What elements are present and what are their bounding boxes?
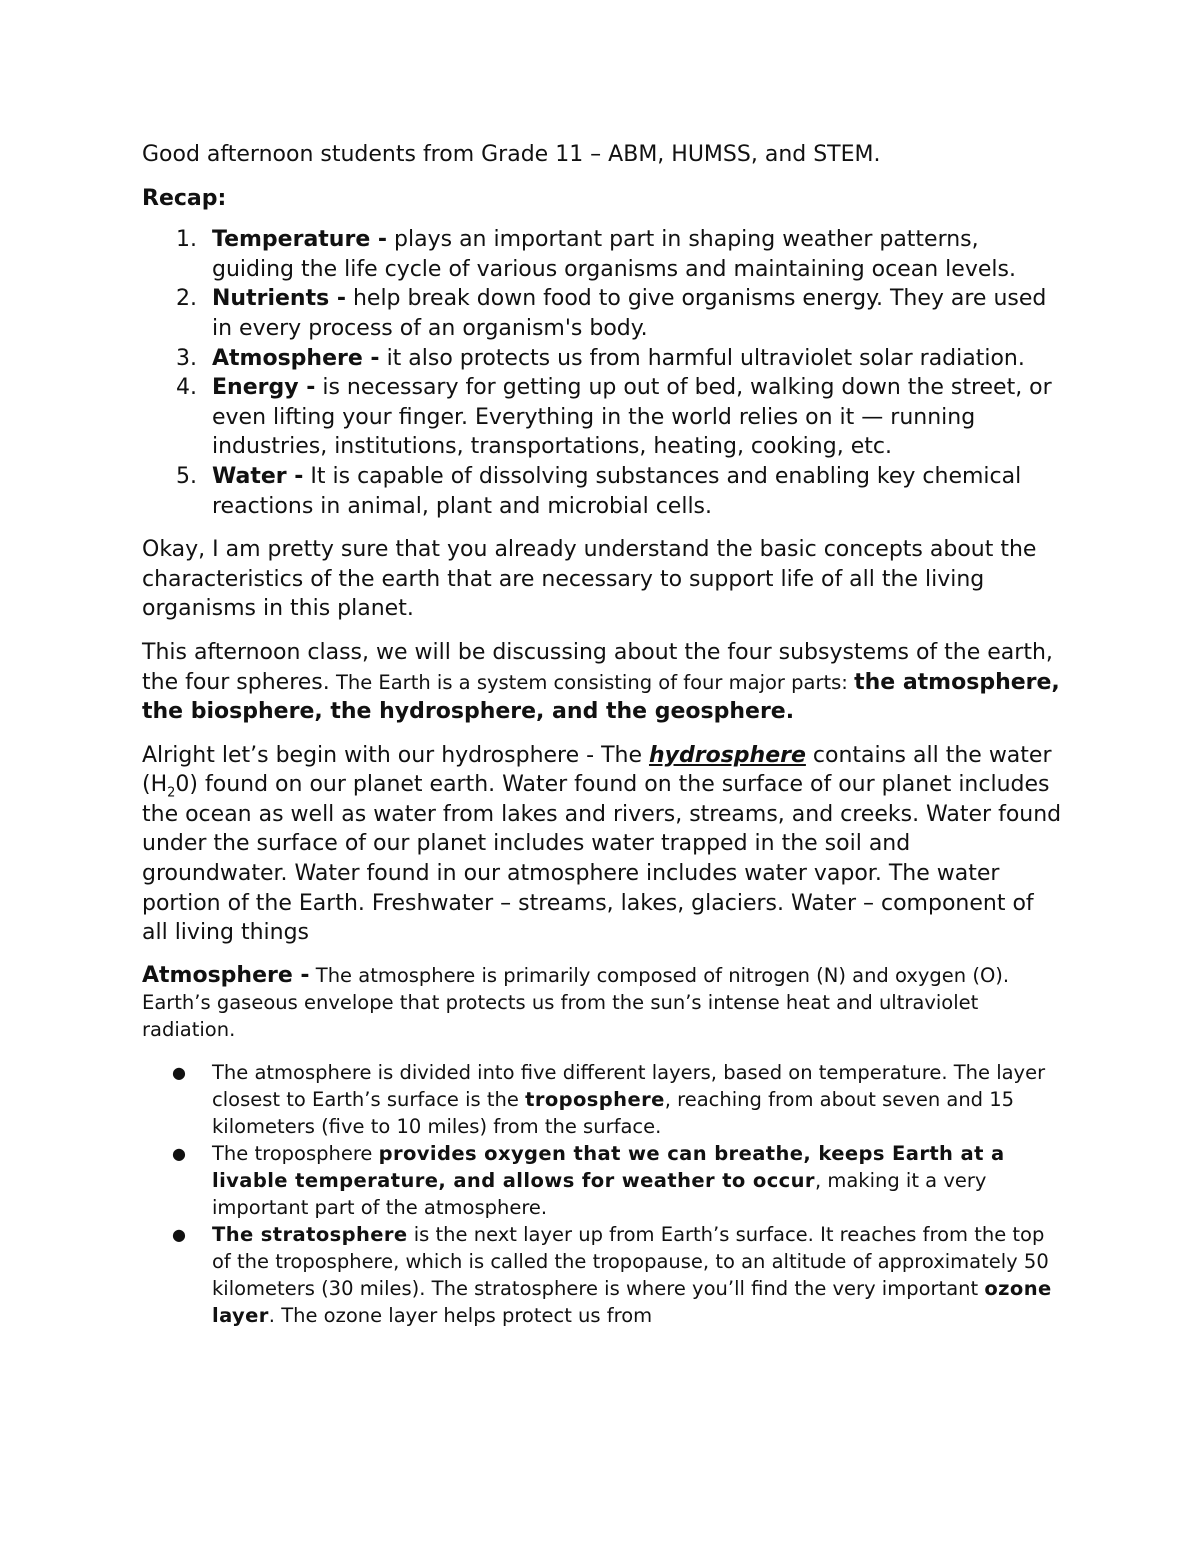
recap-term: Atmosphere - [212,345,380,371]
bullet-item-layers [142,1059,1062,1140]
bullet-text: , making it a very important part of the atmosphere. [212,1168,987,1219]
list-number: 2. [176,286,197,312]
recap-text: help break down food to give organisms energy. They are used in every process of an organism's body. [212,286,1047,341]
atmosphere-heading: Atmosphere - [142,962,310,988]
recap-item-atmosphere [142,344,1062,374]
bullet-bold-text: troposphere [525,1087,665,1111]
four-spheres-small-text: The Earth is a system consisting of four major parts: [329,670,855,694]
hydrosphere-term: hydrosphere [648,742,806,768]
recap-item-water [142,462,1062,521]
bullet-icon: ● [172,1224,186,1244]
bullet-bold-text: provides oxygen that we can breathe, keeps Earth at a livable temperature, and allows for weather to occur [212,1141,1005,1192]
four-spheres-bold-text: the atmosphere, the biosphere, the hydrosphere, and the geosphere. [142,669,1060,725]
hydrosphere-lead: Alright let’s begin with our hydrosphere - The [142,742,649,768]
bullet-icon: ● [172,1062,186,1082]
recap-text: It is capable of dissolving substances and enabling key chemical reactions in animal, plant and microbial cells. [212,463,1022,519]
hydrosphere-text-2: 0) found on our planet earth. Water found on the surface of our planet includes the ocean as well as water from lakes and rivers, streams, and creeks. Water found under the surface of our planet includes water trapped in the soil and groundwater. Water found in our atmosphere includes water vapor. The water portion of the Earth. Freshwater – streams, lakes, glaciers. Water – component of all living things [142,772,1062,946]
recap-term: Nutrients - [212,286,346,312]
okay-paragraph: Okay, I am pretty sure that you already understand the basic concepts about the characteristics of the earth that are necessary to support life of all the living organisms in this planet. [142,537,1037,622]
recap-term: Temperature - [212,227,388,253]
bullet-item-stratosphere [142,1221,1062,1329]
list-number: 1. [176,227,197,253]
recap-text: it also protects us from harmful ultraviolet solar radiation. [379,345,1025,371]
list-number: 4. [176,375,197,401]
bullet-text: The troposphere [212,1141,379,1165]
recap-term: Water - [212,463,304,489]
list-number: 5. [176,463,197,489]
atmosphere-paragraph [142,962,1062,1043]
hydrosphere-text-1: contains all the water (H [142,742,1052,798]
recap-item-energy [142,373,1062,462]
recap-text: plays an important part in shaping weather patterns, guiding the life cycle of various organisms and maintaining ocean levels. [212,227,1016,282]
bullet-text: , reaching from about seven and 15 kilometers (five to 10 miles) from the surface. [212,1087,1015,1138]
recap-text: is necessary for getting up out of bed, walking down the street, or even lifting your finger. Everything in the world relies on it — running industries, institutions, transportations, heating, cooking, etc. [212,375,1052,460]
bullet-text: is the next layer up from Earth’s surface. It reaches from the top of the troposphere, which is called the tropopause, to an altitude of approximately 50 kilometers (30 miles). The stratosphere is where you’ll find the very important [212,1222,1049,1300]
recap-term: Energy - [212,375,316,401]
recap-heading: Recap: [142,185,227,211]
four-spheres-paragraph [142,638,1062,727]
hydrosphere-paragraph [142,741,1062,948]
bullet-text: The atmosphere is divided into five different layers, based on temperature. The layer closest to Earth’s surface is the [212,1060,1046,1111]
bullet-icon: ● [172,1143,186,1163]
recap-item-nutrients [142,284,1062,343]
bullet-bold-text: The stratosphere [212,1222,408,1246]
bullet-item-troposphere [142,1140,1062,1221]
document-page [142,140,1062,1329]
subscript-two: 2 [167,785,176,801]
four-spheres-lead: This afternoon class, we will be discussing about the four subsystems of the earth, the four spheres. [142,639,1053,695]
atmosphere-layers-list [142,1059,1062,1329]
greeting-paragraph: Good afternoon students from Grade 11 – ABM, HUMSS, and STEM. [142,142,881,167]
recap-item-temperature [142,225,1062,284]
atmosphere-text: The atmosphere is primarily composed of nitrogen (N) and oxygen (O). Earth’s gaseous envelope that protects us from the sun’s intense heat and ultraviolet radiation. [142,963,1010,1041]
list-number: 3. [176,345,197,371]
recap-list [142,225,1062,521]
bullet-text: . The ozone layer helps protect us from [268,1303,653,1327]
bullet-bold-text: ozone layer [212,1276,1052,1327]
